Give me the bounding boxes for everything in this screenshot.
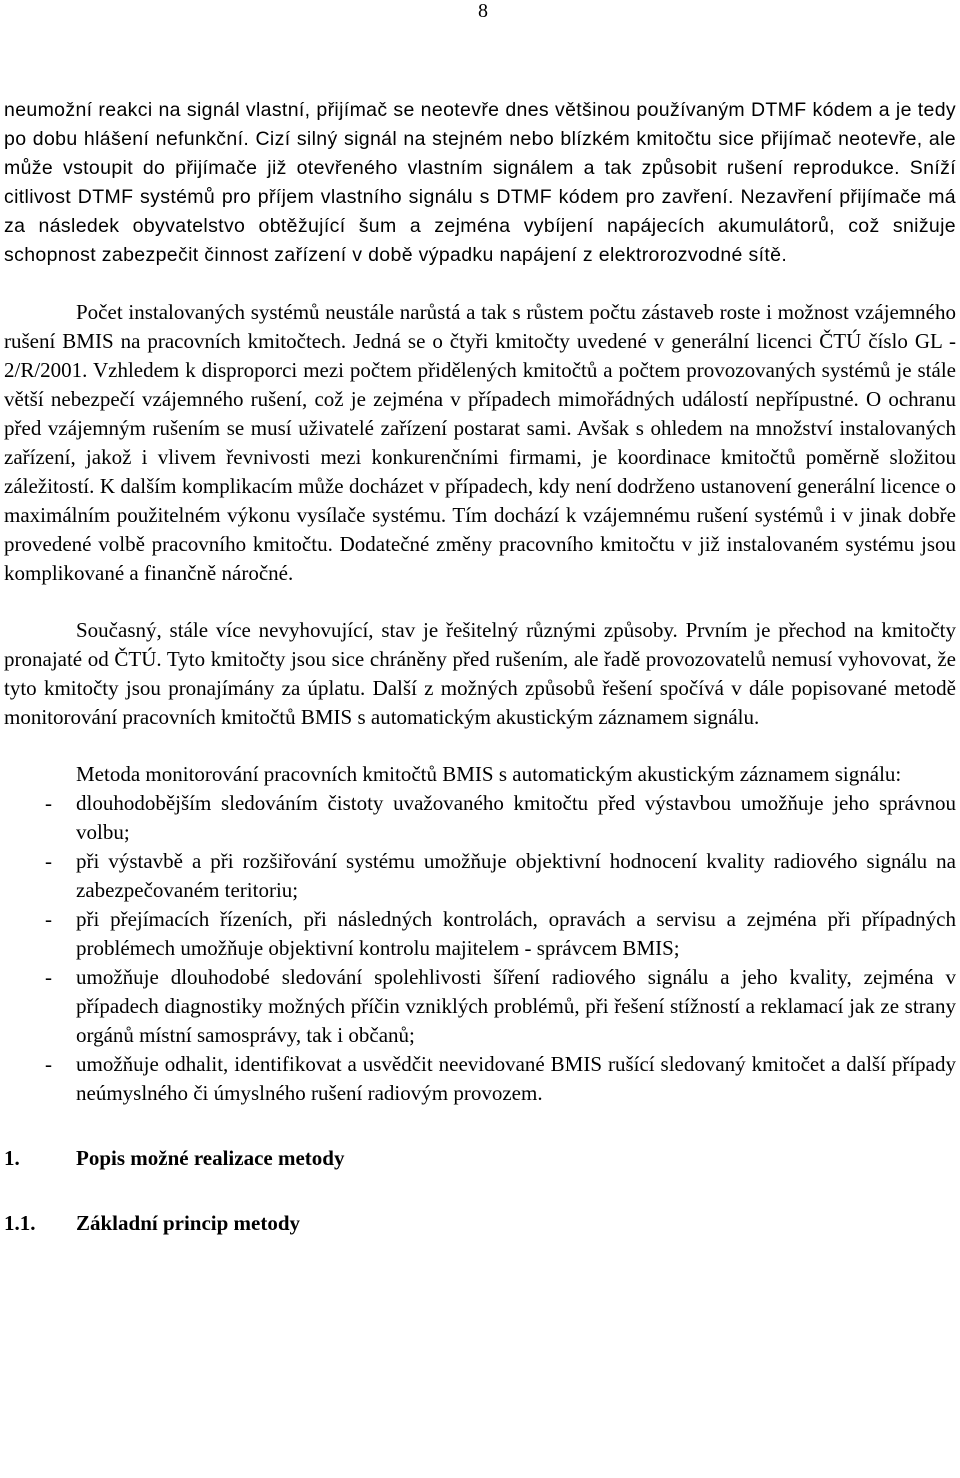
section-heading (4, 1144, 956, 1173)
document-body (4, 96, 956, 1238)
list-item-text: umožňuje dlouhodobé sledování spolehlivosti šíření radiového signálu a jeho kvality, zejména v případech diagnostiky možných příčin vzniklých problémů, při řešení stížností a reklamací jak ze strany orgánů místní samosprávy, tak i občanů; (76, 965, 956, 1047)
paragraph-solutions: Současný, stále více nevyhovující, stav je řešitelný různými způsoby. Prvním je přechod na kmitočty pronajaté od ČTÚ. Tyto kmitočty jsou sice chráněny před rušením, ale řadě provozovatelů nemusí vyhovovat, že tyto kmitočty jsou pronajímány za úplatu. Další z možných způsobů řešení spočívá v dále popisované metodě monitorování pracovních kmitočtů BMIS s automatickým akustickým záznamem signálu. (4, 618, 956, 729)
list-item-text: umožňuje odhalit, identifikovat a usvědčit neevidované BMIS rušící sledovaný kmitočet a další případy neúmyslného či úmyslného rušení radiovým provozem. (76, 1052, 956, 1105)
paragraph-interference: Počet instalovaných systémů neustále narůstá a tak s růstem počtu zástaveb roste i možnost vzájemného rušení BMIS na pracovních kmitočtech. Jedná se o čtyři kmitočty uvedené v generální licenci ČTÚ číslo GL - 2/R/2001. Vzhledem k disproporci mezi počtem přidělených kmitočtů a počtem provozovaných systémů je stále větší nebezpečí vzájemného rušení, což je zejména v případech mimořádných událostí nepřípustné. O ochranu před vzájemným rušením se musí uživatelé zařízení postarat sami. Avšak s ohledem na množství instalovaných zařízení, jakož i vlivem řevnivosti mezi konkurenčními firmami, je koordinace kmitočtů poměrně složitou záležitostí. K dalším komplikacím může docházet v případech, kdy není dodrženo ustanovení generální licence o maximálním použitelném výkonu vysílače systému. Tím dochází k vzájemnému rušení systémů i v jinak dobře provedené volbě pracovního kmitočtu. Dodatečné změny pracovního kmitočtu v již instalovaném systému jsou komplikované a finančně náročné. (4, 300, 956, 585)
list-item (4, 905, 956, 963)
page-number: 8 (478, 0, 488, 22)
list-item (4, 789, 956, 847)
subsection-heading (4, 1209, 956, 1238)
list-item-text: při přejímacích řízeních, při následných kontrolách, opravách a servisu a zejména při případných problémech umožňuje objektivní kontrolu majitelem - správcem BMIS; (76, 907, 956, 960)
list-item (4, 1050, 956, 1108)
bullet-dash: - (45, 965, 52, 989)
paragraph-method-intro: Metoda monitorování pracovních kmitočtů BMIS s automatickým akustickým záznamem signálu: (76, 762, 902, 786)
list-item (4, 963, 956, 1050)
subsection-number: 1.1. (4, 1211, 36, 1235)
bullet-dash: - (45, 849, 52, 873)
list-item (4, 847, 956, 905)
subsection-title: Základní princip metody (76, 1211, 301, 1235)
bullet-dash: - (45, 1052, 52, 1076)
method-benefits-list (4, 789, 956, 1108)
section-number: 1. (4, 1146, 20, 1170)
bullet-dash: - (45, 791, 52, 815)
list-item-text: dlouhodobějším sledováním čistoty uvažovaného kmitočtu před výstavbou umožňuje jeho správnou volbu; (76, 791, 956, 844)
bullet-dash: - (45, 907, 52, 931)
intro-paragraph: neumožní reakci na signál vlastní, přijímač se neotevře dnes většinou používaným DTMF kódem a je tedy po dobu hlášení nefunkční. Cizí silný signál na stejném nebo blízkém kmitočtu sice přijímač neotevře, ale může vstoupit do přijímače již otevřeného vlastním signálem a tak způsobit rušení reprodukce. Sníží citlivost DTMF systémů pro příjem vlastního signálu s DTMF kódem pro zavření. Nezavření přijímače má za následek obyvatelstvo obtěžující šum a zejména vybíjení napájecích akumulátorů, což snižuje schopnost zabezpečit činnost zařízení v době výpadku napájení z elektrorozvodné sítě. (4, 99, 956, 266)
section-title: Popis možné realizace metody (76, 1146, 345, 1170)
list-item-text: při výstavbě a při rozšiřování systému umožňuje objektivní hodnocení kvality radiového signálu na zabezpečovaném teritoriu; (76, 849, 956, 902)
